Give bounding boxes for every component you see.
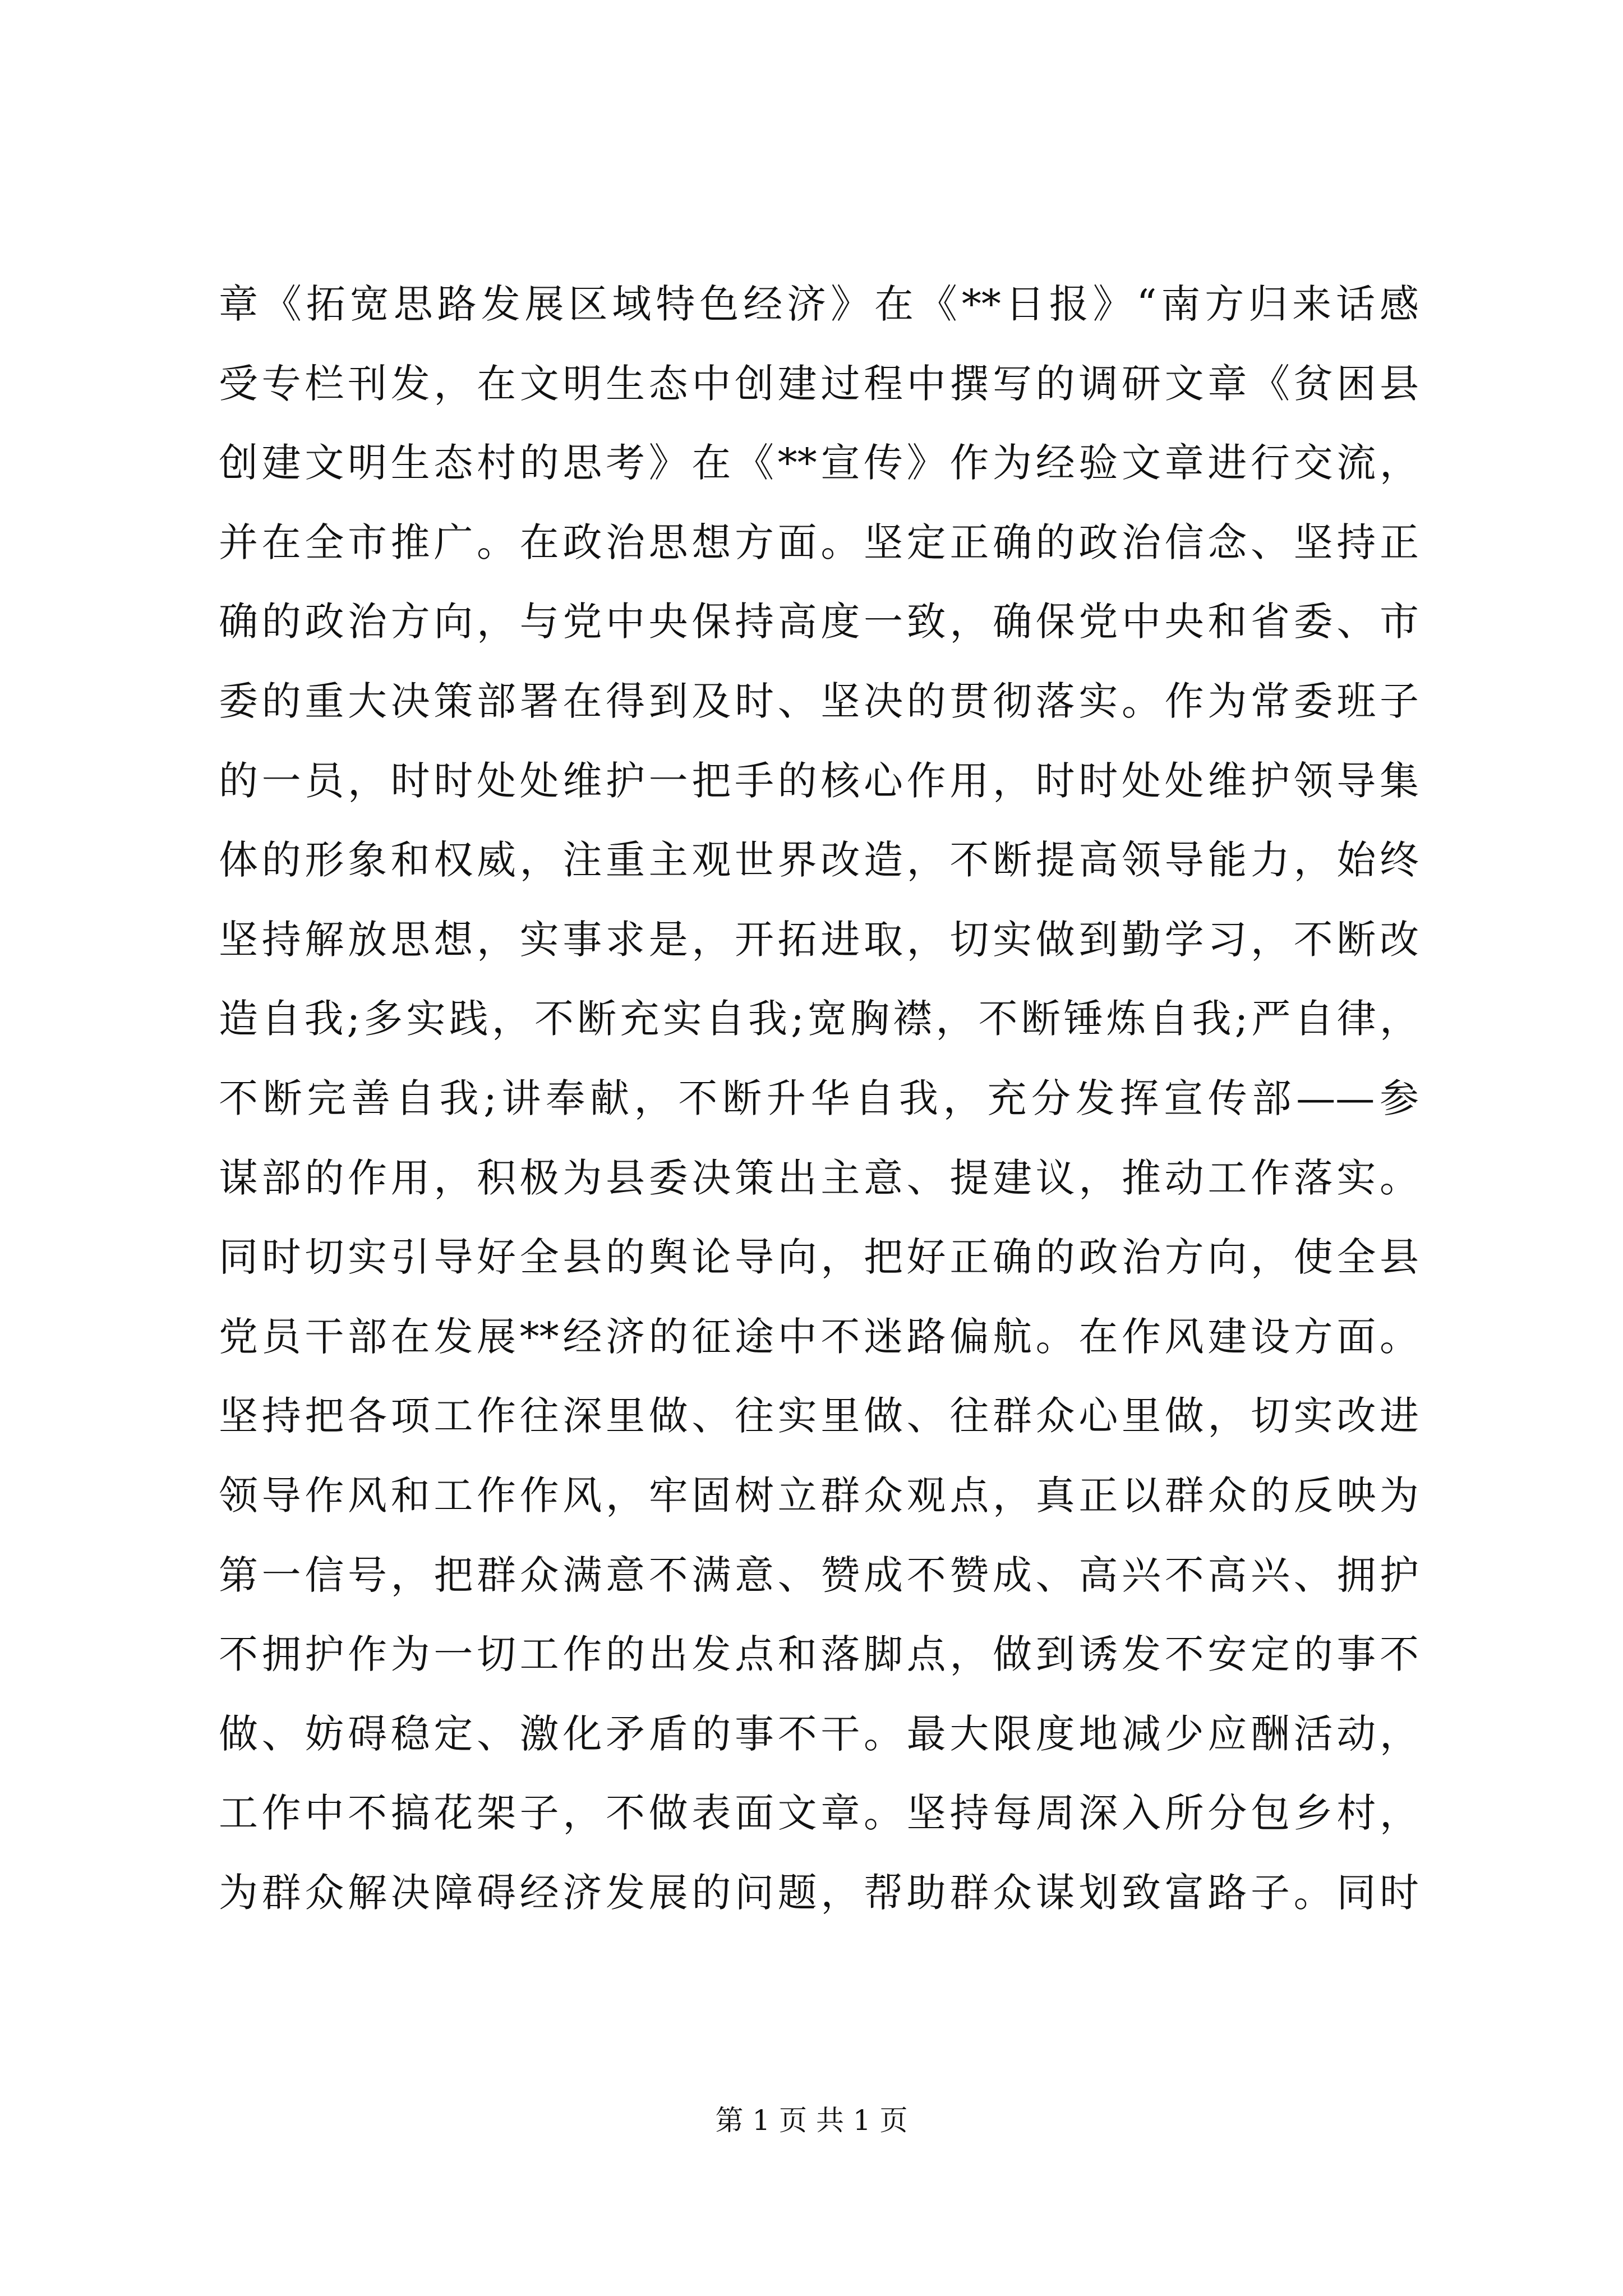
- text-line: 体的形象和权威，注重主观世界改造，不断提高领导能力，始终: [219, 837, 1419, 884]
- text-line: 章《拓宽思路发展区域特色经济》在《**日报》“南方归来话感: [219, 281, 1419, 327]
- text-line: 坚持把各项工作往深里做、往实里做、往群众心里做，切实改进: [219, 1393, 1419, 1439]
- text-line: 为群众解决障碍经济发展的问题，帮助群众谋划致富路子。同时: [219, 1869, 1419, 1916]
- text-line: 造自我;多实践，不断充实自我;宽胸襟，不断锤炼自我;严自律，: [219, 996, 1419, 1042]
- text-line: 做、妨碍稳定、激化矛盾的事不干。最大限度地减少应酬活动，: [219, 1710, 1419, 1757]
- text-line: 不拥护作为一切工作的出发点和落脚点，做到诱发不安定的事不: [219, 1631, 1419, 1678]
- text-line: 的一员，时时处处维护一把手的核心作用，时时处处维护领导集: [219, 757, 1419, 804]
- page-footer: [0, 2101, 1623, 2140]
- text-line: 创建文明生态村的思考》在《**宣传》作为经验文章进行交流，: [219, 440, 1419, 486]
- page-number: 第 1 页 共 1 页: [715, 2104, 908, 2137]
- text-line: 并在全市推广。在政治思想方面。坚定正确的政治信念、坚持正: [219, 519, 1419, 565]
- text-line: 党员干部在发展**经济的征途中不迷路偏航。在作风建设方面。: [219, 1313, 1419, 1360]
- text-line: 工作中不搞花架子，不做表面文章。坚持每周深入所分包乡村，: [219, 1790, 1419, 1837]
- text-line: 受专栏刊发，在文明生态中创建过程中撰写的调研文章《贫困县: [219, 360, 1419, 407]
- text-line: 委的重大决策部署在得到及时、坚决的贯彻落实。作为常委班子: [219, 678, 1419, 724]
- text-line: 不断完善自我;讲奉献，不断升华自我，充分发挥宣传部——参: [219, 1075, 1419, 1121]
- text-line: 坚持解放思想，实事求是，开拓进取，切实做到勤学习，不断改: [219, 916, 1419, 963]
- text-line: 领导作风和工作作风，牢固树立群众观点，真正以群众的反映为: [219, 1472, 1419, 1519]
- text-line: 同时切实引导好全县的舆论导向，把好正确的政治方向，使全县: [219, 1234, 1419, 1281]
- text-line: 第一信号，把群众满意不满意、赞成不赞成、高兴不高兴、拥护: [219, 1552, 1419, 1598]
- text-line: 确的政治方向，与党中央保持高度一致，确保党中央和省委、市: [219, 599, 1419, 645]
- text-line: 谋部的作用，积极为县委决策出主意、提建议，推动工作落实。: [219, 1154, 1419, 1201]
- body-paragraph: [219, 265, 1419, 1932]
